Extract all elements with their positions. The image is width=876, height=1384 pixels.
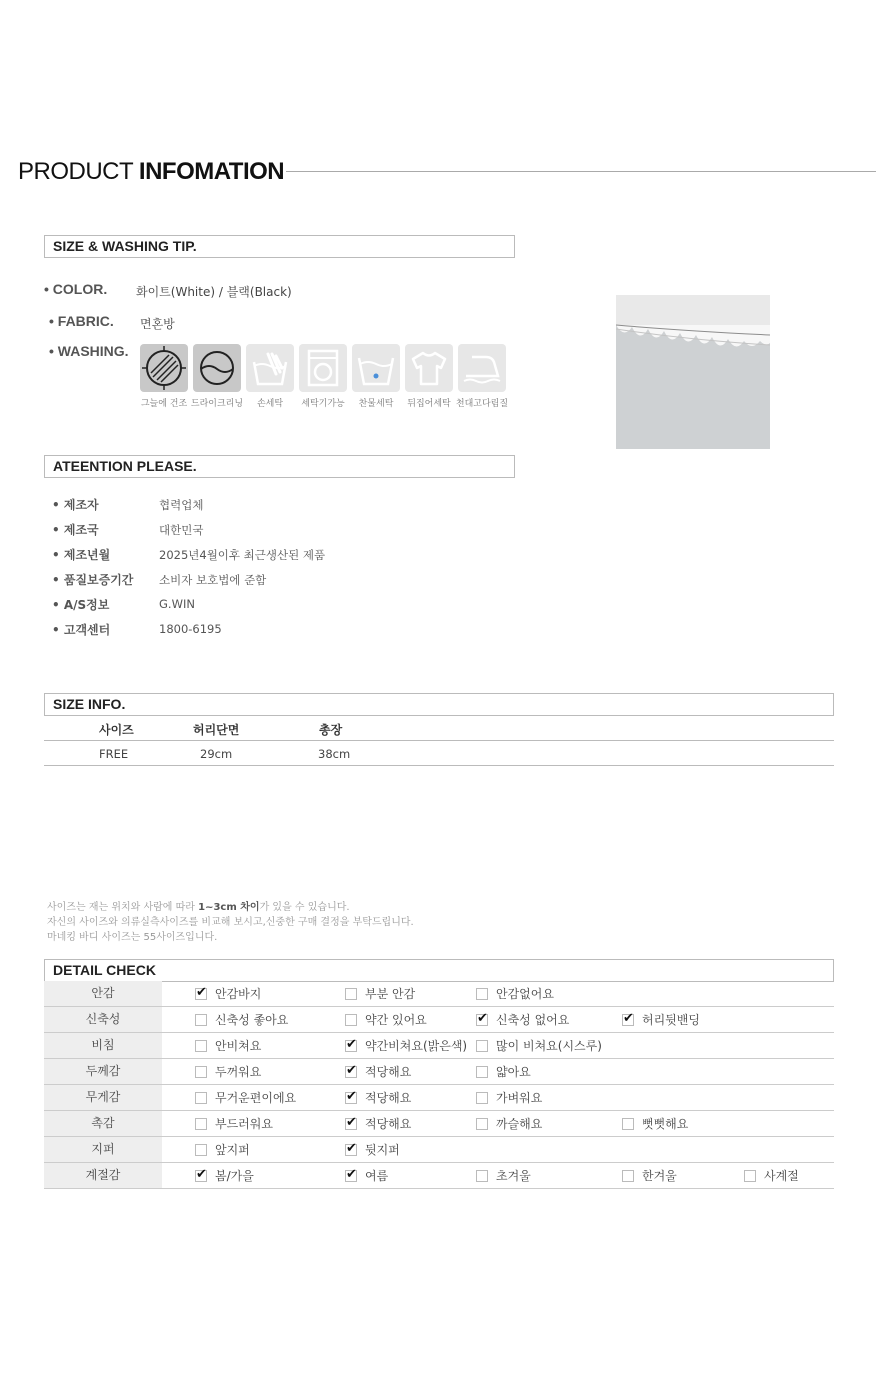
page-title-bold: INFOMATION (138, 158, 285, 185)
detail-check-row-label: 신축성 (44, 1007, 162, 1032)
size-cell-length: 38cm (318, 747, 351, 761)
detail-check-option[interactable] (345, 1037, 467, 1055)
detail-check-option-label: 허리뒷밴딩 (642, 1013, 700, 1027)
detail-check-option-label: 적당해요 (365, 1065, 412, 1079)
checkbox-checked[interactable] (195, 1170, 207, 1182)
att-label-5: • A/S정보 (52, 598, 110, 612)
page-title (18, 158, 284, 186)
detail-check-option[interactable] (345, 1115, 411, 1133)
checkbox-unchecked[interactable] (195, 1144, 207, 1156)
att-value-4: 소비자 보호법에 준함 (159, 573, 267, 587)
size-note-3: 마네킹 바디 사이즈는 55사이즈입니다. (47, 932, 218, 943)
detail-check-option-label: 까슬해요 (496, 1117, 543, 1131)
checkbox-unchecked[interactable] (476, 1040, 488, 1052)
attention-section-heading: ATEENTION PLEASE. (44, 455, 515, 478)
fabric-value: 면혼방 (140, 317, 175, 331)
detail-check-option[interactable] (476, 1063, 531, 1081)
machine-wash-icon (299, 344, 347, 392)
att-label-4: • 품질보증기간 (52, 573, 134, 587)
iron-cloth-icon (458, 344, 506, 392)
detail-check-option-label: 얇아요 (496, 1065, 531, 1079)
detail-check-option[interactable] (476, 1089, 542, 1107)
detail-check-option[interactable] (195, 1167, 254, 1185)
att-value-5: G.WIN (159, 597, 195, 611)
size-section-heading: SIZE INFO. (44, 693, 834, 716)
color-label: • COLOR. (44, 281, 108, 297)
size-table-divider (44, 740, 834, 741)
checkbox-unchecked[interactable] (476, 1118, 488, 1130)
checkbox-unchecked[interactable] (195, 1092, 207, 1104)
size-note-2: 자신의 사이즈와 의류실측사이즈를 비교해 보시고,신중한 구매 결정을 부탁드립니다. (47, 917, 414, 928)
detail-check-option-label: 안비쳐요 (215, 1039, 262, 1053)
checkbox-checked[interactable] (345, 1040, 357, 1052)
hand-wash-icon (246, 344, 294, 392)
checkbox-checked[interactable] (345, 1170, 357, 1182)
wash-caption-6: 뒤집어세탁 (407, 399, 451, 409)
detail-check-option[interactable] (476, 1011, 569, 1029)
wash-caption-5: 찬물세탁 (358, 399, 394, 409)
detail-check-option-label: 안감바지 (215, 987, 262, 1001)
detail-check-option-label: 안감없어요 (496, 987, 554, 1001)
size-col-header: 사이즈 (99, 723, 134, 737)
detail-check-option-label: 뻣뻣해요 (642, 1117, 689, 1131)
att-value-1: 협력업체 (159, 498, 204, 512)
detail-check-option-label: 앞지퍼 (215, 1143, 250, 1157)
wash-caption-4: 세탁기가능 (301, 399, 345, 409)
detail-check-option[interactable] (345, 985, 415, 1003)
detail-check-option-label: 사계절 (764, 1169, 799, 1183)
detail-check-row-label: 안감 (44, 981, 162, 1006)
dry-clean-icon (193, 344, 241, 392)
detail-check-option[interactable] (476, 1037, 602, 1055)
size-note-1 (47, 898, 350, 913)
size-table-bottom (44, 765, 834, 766)
checkbox-checked[interactable] (476, 1014, 488, 1026)
detail-check-option[interactable] (345, 1089, 411, 1107)
cold-wash-icon (352, 344, 400, 392)
detail-check-option[interactable] (195, 1089, 296, 1107)
att-label-2: • 제조국 (52, 523, 99, 537)
detail-check-option[interactable] (345, 1141, 400, 1159)
detail-check-row (44, 1085, 834, 1111)
att-label-1: • 제조자 (52, 498, 99, 512)
detail-check-row-label: 두께감 (44, 1059, 162, 1084)
att-value-6: 1800-6195 (159, 622, 222, 636)
detail-check-row-label: 무게감 (44, 1085, 162, 1110)
length-col-header: 총장 (319, 723, 343, 737)
checkbox-unchecked[interactable] (476, 988, 488, 1000)
detail-check-option[interactable] (622, 1167, 677, 1185)
detail-check-option[interactable] (195, 1115, 273, 1133)
checkbox-unchecked[interactable] (476, 1066, 488, 1078)
washing-label: • WASHING. (49, 343, 129, 359)
checkbox-checked[interactable] (345, 1066, 357, 1078)
detail-check-option[interactable] (345, 1063, 411, 1081)
checkbox-unchecked[interactable] (476, 1170, 488, 1182)
checkbox-unchecked[interactable] (195, 1118, 207, 1130)
detail-check-option-label: 한겨울 (642, 1169, 677, 1183)
checkbox-unchecked[interactable] (622, 1118, 634, 1130)
detail-check-row-label: 계절감 (44, 1163, 162, 1188)
checkbox-unchecked[interactable] (345, 988, 357, 1000)
detail-check-option-label: 약간 있어요 (365, 1013, 427, 1027)
detail-check-option-label: 약간비쳐요(밝은색) (365, 1039, 468, 1053)
detail-check-option-label: 신축성 좋아요 (215, 1013, 289, 1027)
detail-check-option[interactable] (622, 1011, 700, 1029)
color-value: 화이트(White) / 블랙(Black) (136, 285, 292, 299)
checkbox-unchecked[interactable] (622, 1170, 634, 1182)
detail-check-row (44, 1163, 834, 1189)
detail-check-option-label: 부드러워요 (215, 1117, 273, 1131)
fabric-label: • FABRIC. (49, 313, 114, 329)
detail-check-row-label: 비침 (44, 1033, 162, 1058)
detail-check-option[interactable] (476, 1115, 542, 1133)
size-note-1-post: 가 있을 수 있습니다. (259, 902, 350, 913)
detail-check-option-label: 부분 안감 (365, 987, 416, 1001)
wash-caption-1: 그늘에 건조 (140, 399, 188, 409)
detail-check-option[interactable] (476, 1167, 531, 1185)
checkbox-checked[interactable] (622, 1014, 634, 1026)
detail-check-option[interactable] (195, 1063, 261, 1081)
detail-check-row (44, 1059, 834, 1085)
checkbox-checked[interactable] (345, 1092, 357, 1104)
checkbox-unchecked[interactable] (345, 1014, 357, 1026)
detail-check-option[interactable] (476, 985, 554, 1003)
checkbox-checked[interactable] (195, 988, 207, 1000)
detail-check-option[interactable] (622, 1115, 688, 1133)
checkbox-unchecked[interactable] (195, 1040, 207, 1052)
att-label-6: • 고객센터 (52, 623, 111, 637)
detail-check-option-label: 두꺼워요 (215, 1065, 262, 1079)
detail-check-option[interactable] (195, 1141, 250, 1159)
detail-check-row-label: 촉감 (44, 1111, 162, 1136)
checkbox-unchecked[interactable] (195, 1066, 207, 1078)
detail-check-row (44, 1137, 834, 1163)
inside-out-icon (405, 344, 453, 392)
size-note-1-pre: 사이즈는 재는 위치와 사람에 따라 (47, 902, 199, 913)
detail-check-option-label: 봄/가을 (215, 1169, 254, 1183)
detail-check-option-label: 신축성 없어요 (496, 1013, 570, 1027)
page-title-light: PRODUCT (18, 158, 133, 185)
detail-check-option-label: 적당해요 (365, 1091, 412, 1105)
detail-check-option-label: 가벼워요 (496, 1091, 543, 1105)
checkbox-checked[interactable] (345, 1118, 357, 1130)
waist-col-header: 허리단면 (193, 723, 240, 737)
size-cell-size: FREE (99, 747, 129, 761)
detail-check-heading: DETAIL CHECK (44, 959, 834, 982)
title-divider (286, 171, 876, 172)
wash-caption-2: 드라이크리닝 (190, 399, 244, 409)
detail-check-option[interactable] (195, 985, 261, 1003)
detail-check-row (44, 981, 834, 1007)
wash-caption-3: 손세탁 (256, 399, 284, 409)
detail-check-option[interactable] (345, 1167, 388, 1185)
detail-check-option-label: 많이 비쳐요(시스루) (496, 1039, 602, 1053)
checkbox-unchecked[interactable] (476, 1092, 488, 1104)
detail-check-option-label: 적당해요 (365, 1117, 412, 1131)
att-value-3: 2025년4월이후 최근생산된 제품 (159, 548, 326, 562)
wash-caption-7: 천대고다림질 (455, 399, 509, 409)
detail-check-option[interactable] (195, 1037, 261, 1055)
checkbox-unchecked[interactable] (744, 1170, 756, 1182)
detail-check-row-label: 지퍼 (44, 1137, 162, 1162)
shade-dry-icon (140, 344, 188, 392)
detail-check-option-label: 뒷지퍼 (365, 1143, 400, 1157)
detail-check-option-label: 여름 (365, 1169, 389, 1183)
checkbox-unchecked[interactable] (195, 1014, 207, 1026)
detail-check-option-label: 초겨울 (496, 1169, 531, 1183)
checkbox-checked[interactable] (345, 1144, 357, 1156)
product-photo (616, 295, 770, 449)
size-note-1-bold: 1~3cm 차이 (198, 902, 260, 913)
size-cell-waist: 29cm (200, 747, 233, 761)
detail-check-option-label: 무거운편이에요 (215, 1091, 297, 1105)
detail-check-option[interactable] (744, 1167, 799, 1185)
detail-check-option[interactable] (195, 1011, 288, 1029)
detail-check-row (44, 1033, 834, 1059)
detail-check-row (44, 1111, 834, 1137)
washing-section-heading: SIZE & WASHING TIP. (44, 235, 515, 258)
att-value-2: 대한민국 (159, 523, 204, 537)
att-label-3: • 제조년월 (52, 548, 111, 562)
detail-check-option[interactable] (345, 1011, 427, 1029)
detail-check-row (44, 1007, 834, 1033)
